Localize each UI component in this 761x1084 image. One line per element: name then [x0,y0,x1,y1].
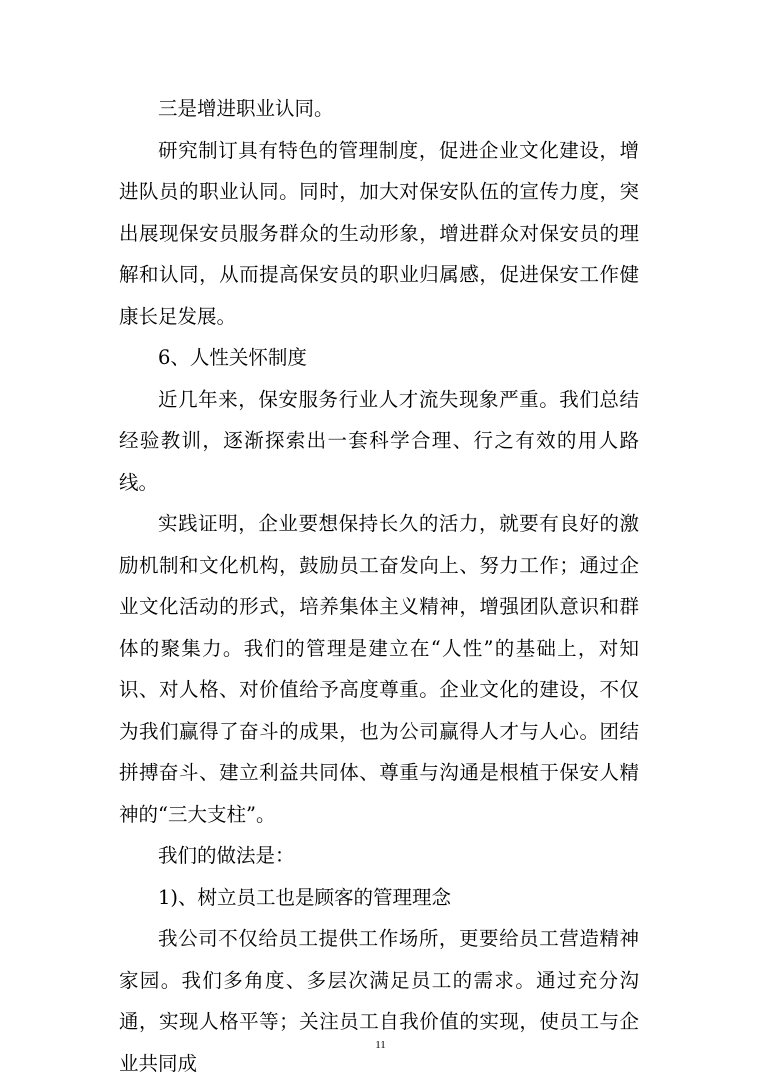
paragraph-subheading-career-identity: 三是增进职业认同。 [158,97,334,120]
paragraph-talent-loss: 近几年来，保安服务行业人才流失现象严重。我们总结经验教训，逐渐探索出一套科学合理、行之有效的用人路线。 [119,387,639,494]
section-heading-humane-care: 6、人性关怀制度 [158,346,307,369]
paragraph-practice-proof: 实践证明，企业要想保持长久的活力，就要有良好的激励机制和文化机构，鼓励员工奋发向上、努力工作；通过企业文化活动的形式，培养集体主义精神，增强团队意识和群体的聚集力。我们的管理是建立在“人性”的基础上，对知识、对人格、对价值给予高度尊重。企业文化的建设，不仅为我们赢得了奋斗的成果，也为公司赢得人才与人心。团结拼搏奋斗、建立利益共同体、尊重与沟通是根植于保安人精神的“三大支柱”。 [119,512,639,826]
paragraph-our-approach: 我们的做法是： [158,844,295,867]
page-number: 11 [375,1039,386,1051]
paragraph-career-identity-body: 研究制订具有特色的管理制度，促进企业文化建设，增进队员的职业认同。同时，加大对保安队伍的宣传力度，突出展现保安员服务群众的生动形象，增进群众对保安员的理解和认同，从而提高保安员的职业归属感，促进保安工作健康长足发展。 [119,138,639,328]
paragraph-employee-home: 我公司不仅给员工提供工作场所，更要给员工营造精神家园。我们多角度、多层次满足员工的需求。通过充分沟通，实现人格平等；关注员工自我价值的实现，使员工与企业共同成 [119,927,639,1075]
list-item-heading-employee-as-customer: 1)、树立员工也是顾客的管理理念 [158,885,452,909]
document-body [119,88,639,1084]
